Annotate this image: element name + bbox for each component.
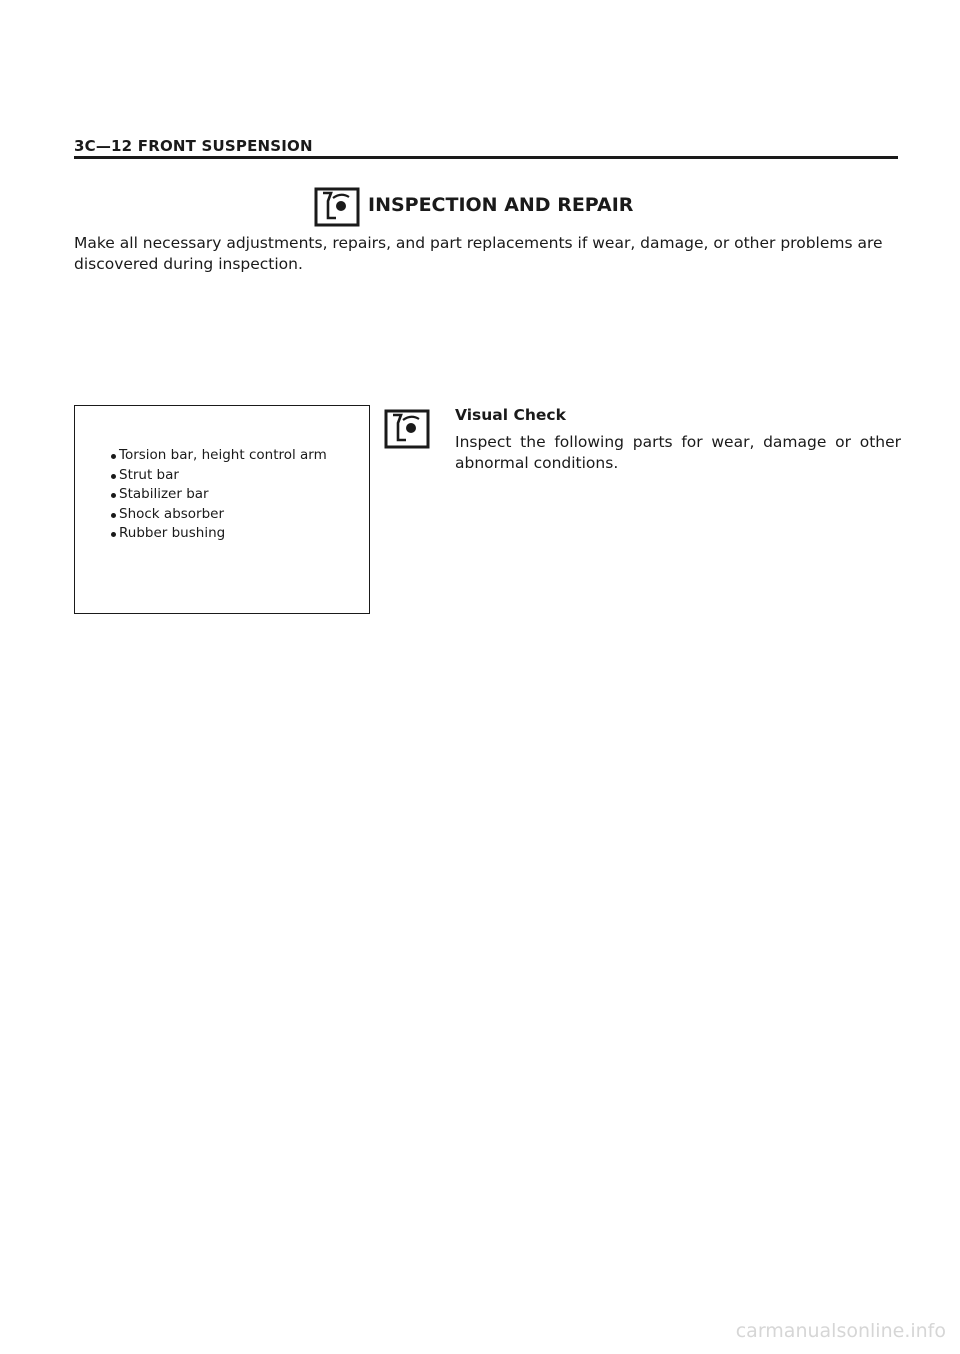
bullet-icon <box>111 493 116 498</box>
header-rule <box>74 156 898 159</box>
parts-list <box>111 446 327 544</box>
list-item: Shock absorber <box>111 505 327 525</box>
inspection-icon <box>384 409 430 449</box>
bullet-icon <box>111 454 116 459</box>
intro-paragraph: Make all necessary adjustments, repairs, and part replacements if wear, damage, or other problems are discovered during inspection. <box>74 234 883 273</box>
inspection-icon <box>314 187 360 227</box>
bullet-icon <box>111 513 116 518</box>
bullet-icon <box>111 532 116 537</box>
parts-list-box <box>74 405 370 614</box>
page-header: 3C—12 FRONT SUSPENSION <box>74 137 313 155</box>
list-item: Stabilizer bar <box>111 485 327 505</box>
section-title: INSPECTION AND REPAIR <box>368 194 634 216</box>
watermark: carmanualsonline.info <box>735 1320 946 1342</box>
visual-check-title: Visual Check <box>455 406 566 424</box>
list-item: Torsion bar, height control arm <box>111 446 327 466</box>
bullet-icon <box>111 474 116 479</box>
visual-check-text: Inspect the following parts for wear, damage or other abnormal conditions. <box>455 433 901 472</box>
list-item: Rubber bushing <box>111 524 327 544</box>
list-item: Strut bar <box>111 466 327 486</box>
